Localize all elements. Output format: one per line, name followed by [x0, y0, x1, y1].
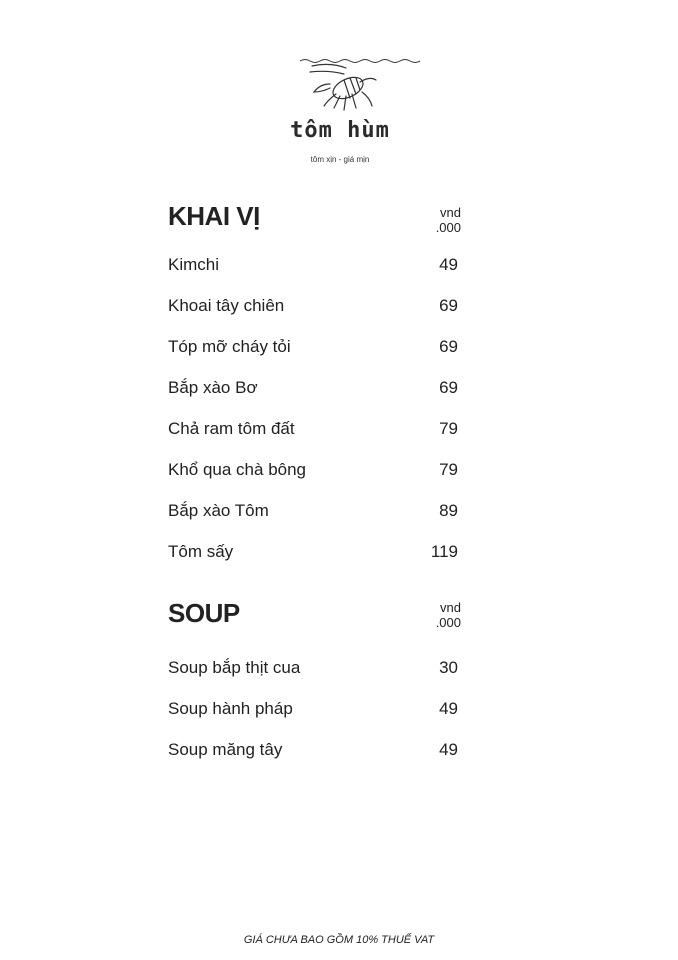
item-price: 30	[439, 658, 458, 677]
item-price: 79	[439, 460, 458, 479]
item-price: 49	[439, 740, 458, 759]
item-name: Tôm sấy	[168, 542, 234, 561]
item-name: Soup bắp thịt cua	[168, 658, 301, 677]
item-price: 49	[439, 699, 458, 718]
wave-divider	[300, 58, 420, 64]
item-name: Khoai tây chiên	[168, 296, 285, 315]
item-price: 69	[439, 296, 458, 315]
item-name: Khổ qua chà bông	[168, 460, 307, 479]
item-price: 79	[439, 419, 458, 438]
brand-name: tôm hùm	[290, 118, 390, 143]
price-unit	[425, 205, 461, 235]
item-name: Kimchi	[168, 255, 220, 274]
vat-note: GIÁ CHƯA BAO GỒM 10% THUẾ VAT	[243, 934, 435, 946]
item-price: 69	[439, 378, 458, 397]
unit-thousands: .000	[435, 615, 461, 630]
price-unit	[425, 600, 461, 630]
section-title-khai-vi: KHAI VỊ	[168, 201, 260, 231]
brand-tagline: tôm xịn - giá mịn	[310, 155, 370, 164]
item-name: Bắp xào Tôm	[168, 501, 269, 520]
section-title-soup: SOUP	[168, 598, 240, 628]
item-name: Soup hành pháp	[168, 699, 293, 718]
item-name: Chả ram tôm đất	[168, 419, 295, 438]
unit-currency: vnd	[440, 600, 461, 615]
item-price: 69	[439, 337, 458, 356]
item-price: 49	[439, 255, 458, 274]
item-price: 89	[439, 501, 458, 520]
unit-currency: vnd	[440, 205, 461, 220]
item-name: Bắp xào Bơ	[168, 378, 258, 397]
unit-thousands: .000	[435, 220, 461, 235]
lobster-icon	[300, 58, 380, 116]
item-name: Soup măng tây	[168, 740, 283, 759]
item-name: Tóp mỡ cháy tỏi	[168, 337, 291, 356]
brand-logo	[270, 58, 410, 168]
item-price: 119	[430, 542, 458, 561]
